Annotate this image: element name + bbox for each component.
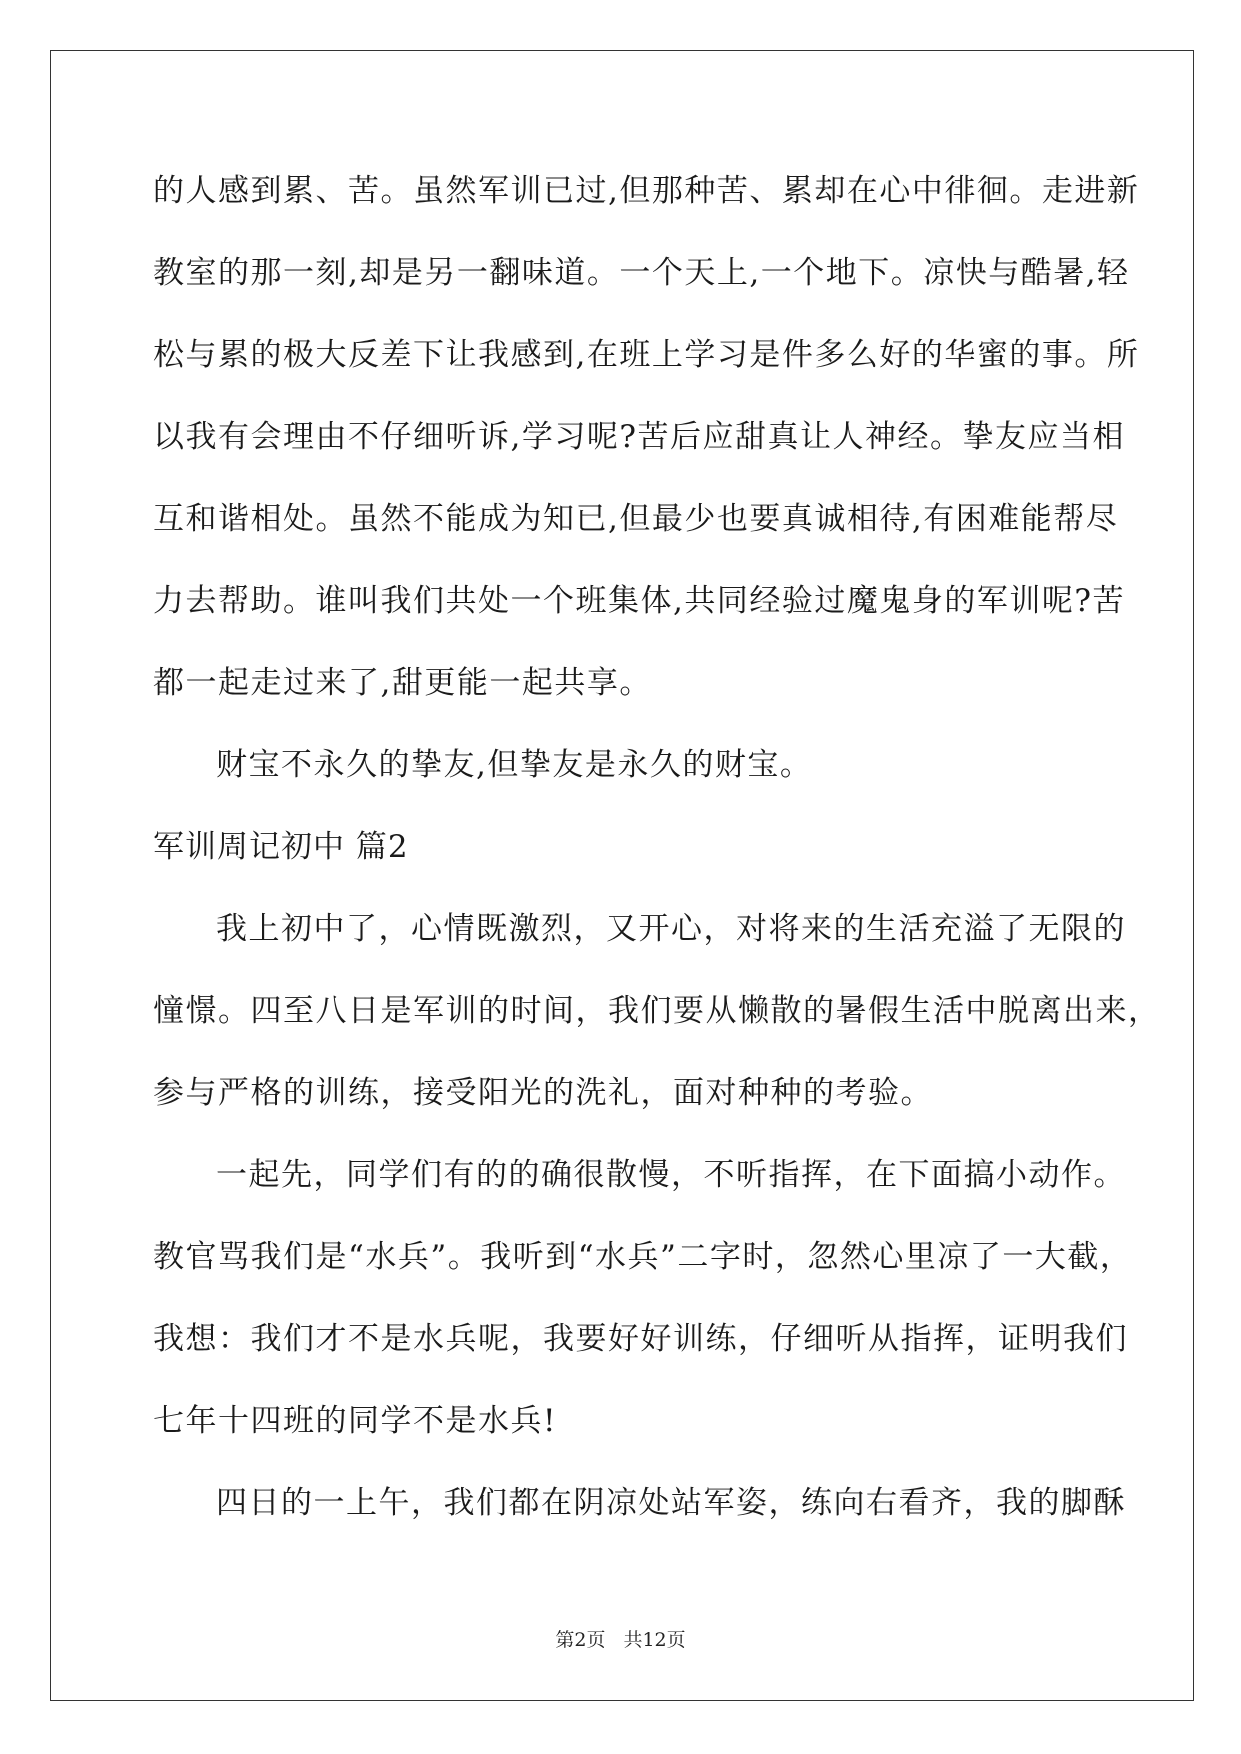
text-line: 参与严格的训练，接受阳光的洗礼，面对种种的考验。 [153,1075,933,1111]
text-line: 互和谐相处。虽然不能成为知已,但最少也要真诚相待,有困难能帮尽 [153,501,1119,537]
text-line: 教室的那一刻,却是另一翻味道。一个天上,一个地下。凉快与酷暑,轻 [153,255,1130,291]
text-line: 教官骂我们是“水兵”。我听到“水兵”二字时，忽然心里凉了一大截， [153,1239,1133,1275]
text-line: 的人感到累、苦。虽然军训已过,但那种苦、累却在心中徘徊。走进新 [153,173,1140,209]
text-line: 四日的一上午，我们都在阴凉处站军姿，练向右看齐，我的脚酥 [216,1485,1126,1521]
text-line: 七年十四班的同学不是水兵! [153,1403,557,1439]
text-line: 憧憬。四至八日是军训的时间，我们要从懒散的暑假生活中脱离出来， [153,993,1161,1029]
text-line: 一起先，同学们有的的确很散慢，不听指挥，在下面搞小动作。 [216,1157,1126,1193]
text-line: 财宝不永久的挚友,但挚友是永久的财宝。 [216,747,813,783]
text-line: 松与累的极大反差下让我感到,在班上学习是件多么好的华蜜的事。所 [153,337,1140,373]
document-body [153,150,1161,1544]
page-number-total: 共12页 [623,1629,686,1651]
page-footer [0,1625,1241,1652]
page-number-current: 第2页 [555,1629,606,1651]
text-line: 都一起走过来了,甜更能一起共享。 [153,665,652,701]
text-line: 我上初中了，心情既激烈，又开心，对将来的生活充溢了无限的 [216,911,1126,947]
text-line: 力去帮助。谁叫我们共处一个班集体,共同经验过魔鬼身的军训呢?苦 [153,583,1125,619]
text-line: 以我有会理由不仔细听诉,学习呢?苦后应甜真让人神经。挚友应当相 [153,419,1125,455]
text-line: 我想：我们才不是水兵呢，我要好好训练，仔细听从指挥，证明我们 [153,1321,1128,1357]
section-heading: 军训周记初中 篇2 [153,829,409,865]
